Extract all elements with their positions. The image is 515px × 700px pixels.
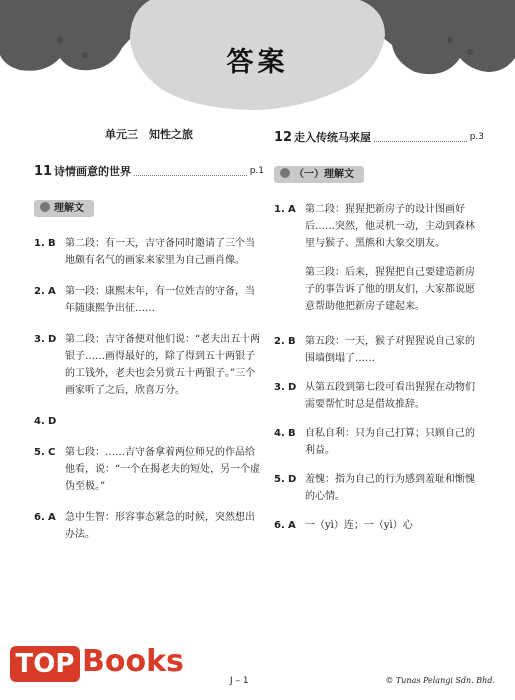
answer-text: 第一段：康熙末年，有一位姓吉的守备，当年随康熙争出征…… [65,286,255,314]
answer-letter: D [288,474,297,485]
answer-text: 自私自利：只为自己打算；只顾自己的利益。 [305,428,475,456]
answer-item [274,201,484,327]
answer-text: 第二段：吉守备便对他们说：“老夫出五十两银子……画得最好的，除了得到五十两银子的工钱外，老夫也会另赏五十两银子。”三个画家听了之后，欣喜万分。 [65,334,261,396]
section-badge [34,200,94,217]
copyright: © Tunas Pelangi Sdn. Bhd. [385,676,495,685]
answer-item [34,235,264,269]
answer-letter: D [288,382,297,393]
answer-number: 4. [34,416,45,427]
answer-item [274,379,484,413]
answer-number: 4. [274,428,285,439]
answer-item [34,283,264,317]
right-column [274,126,484,546]
answer-text: 从第五段到第七段可看出猩猩在动物们需要帮忙时总是借故推辞。 [305,382,475,410]
answer-text: 急中生智：形容事态紧急的时候，突然想出办法。 [65,512,255,540]
answer-letter: A [48,512,56,523]
unit-heading: 单元三 知性之旅 [105,128,193,141]
section-badge [274,166,364,183]
answer-number: 6. [274,520,285,531]
lesson-page: p.1 [249,166,264,176]
answer-letter: D [48,416,57,427]
answer-letter: B [288,428,296,439]
answer-letter: A [288,520,296,531]
answer-text: 第七段：……吉守备拿着两位师兄的作品给他看，说：“一个在揭老夫的短处，另一个虚伪至极。” [65,447,261,492]
answer-letter: C [48,447,56,458]
answer-item [274,425,484,459]
answer-text: 第二段：猩猩把新房子的设计图画好后……突然，他灵机一动，主动到森林里与猴子、黑熊和大象交朋友。 [305,204,475,249]
answer-letter: D [48,334,57,345]
lesson-11-heading [34,160,264,182]
answer-letter: A [288,204,296,215]
lesson-title: 诗情画意的世界 [54,165,131,178]
answer-text: 第三段：后来，猩猩把自己要建造新房子的事告诉了他的朋友们，大家都说愿意帮助他把新房子建起来。 [305,267,475,312]
lesson-number: 11 [34,163,53,179]
logo-top-text: TOP [10,646,80,682]
answer-letter: B [48,238,56,249]
answer-item [34,331,264,399]
logo-books-text: Books [82,644,184,679]
leaf-icon [40,202,50,212]
answer-text [65,413,264,430]
answer-number: 5. [34,447,45,458]
dot-leader [134,166,247,176]
lesson-page: p.3 [469,132,484,142]
answer-item [274,471,484,505]
answer-number: 3. [274,382,285,393]
lesson-number: 12 [274,129,293,145]
lesson-title: 走入传统马来屋 [294,131,371,144]
section-label: （一）理解文 [294,169,354,180]
answer-item [274,517,484,534]
answer-text: 羞愧：指为自己的行为感到羞耻和惭愧的心情。 [305,474,475,502]
answer-text: 第五段：一天，猴子对猩猩说自己家的围墙倒塌了…… [305,336,475,364]
dot-leader [374,132,467,142]
answer-number: 2. [34,286,45,297]
answer-item [274,333,484,367]
answer-number: 1. [274,204,285,215]
lesson-12-heading [274,126,484,148]
answer-text: 第二段：有一天，吉守备同时邀请了三个当地颇有名气的画家来家里为自己画肖像。 [65,238,255,266]
leaf-icon [280,168,290,178]
answer-number: 6. [34,512,45,523]
answer-item [34,444,264,495]
answer-number: 2. [274,336,285,347]
page-number: J – 1 [230,676,249,686]
answer-number: 3. [34,334,45,345]
answer-number: 5. [274,474,285,485]
answer-text: 一（yì）连；一（yì）心 [305,520,413,531]
answer-letter: A [48,286,56,297]
left-column [34,126,264,555]
page-title: 答案 [226,47,289,78]
answer-letter: B [288,336,296,347]
answer-number: 1. [34,238,45,249]
answer-item [34,509,264,543]
answer-item [34,413,264,430]
section-label: 理解文 [54,203,84,214]
